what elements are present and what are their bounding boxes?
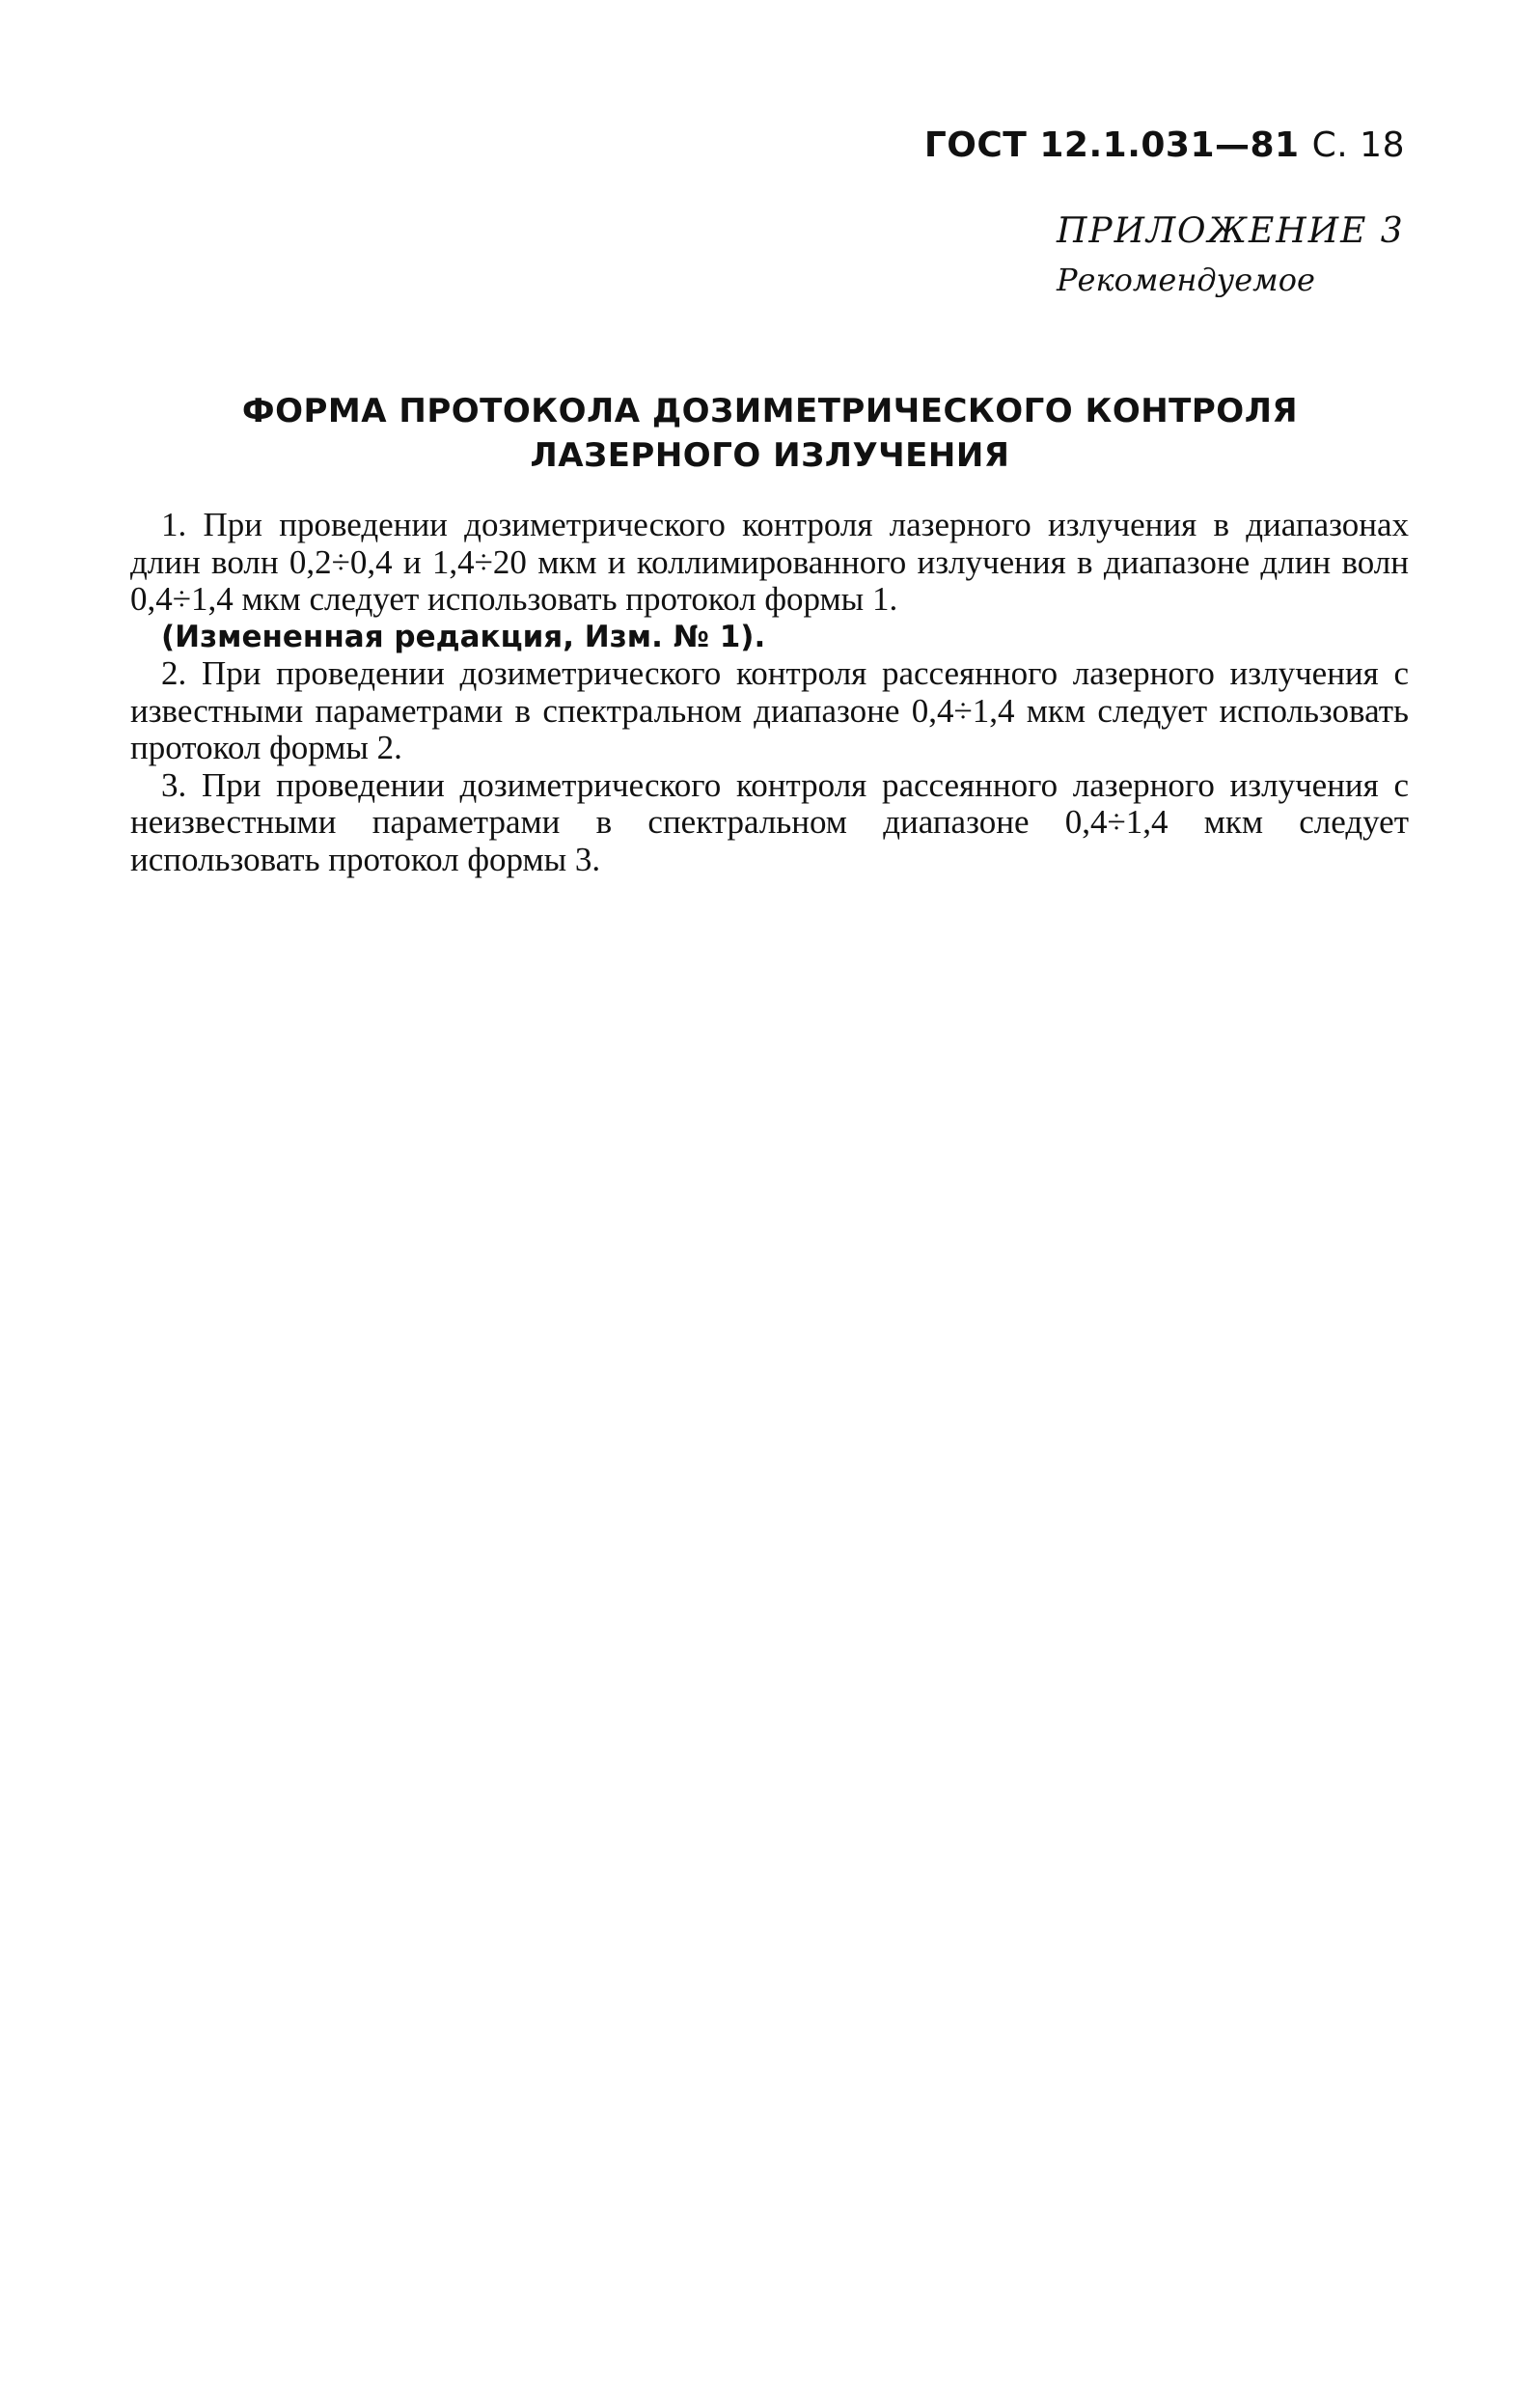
appendix-title: ПРИЛОЖЕНИЕ 3 [1057,211,1405,251]
edit-note: (Измененная редакция, Изм. № 1). [161,619,766,654]
page-header [924,125,1405,165]
paragraph-3: 3. При проведении дозиметрического контроля рассеянного лазерного излучения с неизвестными параметрами в спектральном диапазоне 0,4÷1,4 мкм следует использовать протокол формы 3. [130,765,1409,878]
page-number: С. 18 [1311,125,1405,165]
document-title [193,389,1347,478]
standard-number: ГОСТ 12.1.031—81 [923,125,1300,165]
paragraph-2: 2. При проведении дозиметрического контроля рассеянного лазерного излучения с известными параметрами в спектральном диапазоне 0,4÷1,4 мкм следует использовать протокол формы 2. [130,654,1409,766]
appendix-label [1057,206,1443,302]
document-title-line-2: ЛАЗЕРНОГО ИЗЛУЧЕНИЯ [530,436,1010,475]
appendix-status: Рекомендуемое [1057,262,1315,298]
document-body [130,507,1409,878]
document-title-line-1: ФОРМА ПРОТОКОЛА ДОЗИМЕТРИЧЕСКОГО КОНТРОЛЯ [241,392,1299,430]
paragraph-1: 1. При проведении дозиметрического контроля лазерного излучения в диапазонах длин волн 0,2÷0,4 и 1,4÷20 мкм и коллимированного излучения в диапазоне длин волн 0,4÷1,4 мкм следует использовать протокол формы 1. [130,506,1409,618]
